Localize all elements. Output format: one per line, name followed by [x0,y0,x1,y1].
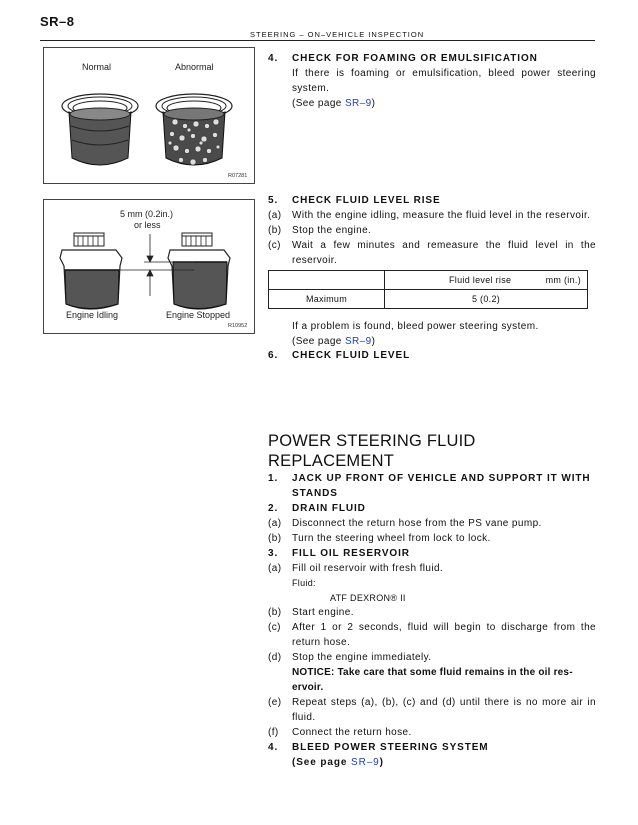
substep-mark: (b) [268,225,282,236]
page-number: SR–8 [40,14,75,29]
substep-mark: (a) [268,563,282,574]
substep-text: Stop the engine immediately. [292,652,432,663]
see-page-reference [292,755,596,770]
substep-mark: (c) [268,240,281,251]
normal-reservoir-icon [62,94,138,165]
spec-table [268,270,588,309]
substep-text: Start engine. [292,607,354,618]
substep-mark: (b) [268,607,282,618]
page-link[interactable]: SR–9 [344,98,372,109]
table-cell [269,271,385,290]
table-column-header: Fluid level rise [449,275,512,285]
figure-label-stopped: Engine Stopped [166,310,231,320]
figure-fluid-level [43,199,255,334]
step-title: CHECK FLUID LEVEL RISE [292,195,441,206]
header-rule [40,40,595,41]
see-page-prefix: (See page [292,757,352,768]
table-value: 5 (0.2) [385,290,588,309]
substep-mark: (f) [268,727,279,738]
step-body: If there is foaming or emulsification, bleed power steering system. [292,68,596,94]
substep-text: Repeat steps (a), (b), (c) and (d) until there is no more air in fluid. [292,697,596,723]
see-page-suffix: ) [371,98,376,109]
figure-code: R10952 [228,323,248,329]
idling-reservoir-icon [60,233,122,309]
substep-text: Fill oil reservoir with fresh fluid. [292,563,444,574]
notice-text: ervoir. [292,682,324,693]
page-link[interactable]: SR–9 [351,757,380,768]
see-page-suffix: ) [371,336,376,347]
substep-text: Wait a few minutes and remeasure the fluid level in the reservoir. [292,240,596,266]
see-page-reference [292,96,596,111]
step-title: DRAIN FLUID [292,503,366,514]
table-row [269,290,588,309]
substep-text: Turn the steering wheel from lock to lock. [292,533,491,544]
see-page-prefix: (See page [292,336,345,347]
substep-mark: (d) [268,652,282,663]
substep-mark: (e) [268,697,282,708]
figure-label-abnormal: Abnormal [175,62,214,72]
substep-mark: (a) [268,518,282,529]
table-unit: mm (in.) [545,275,581,285]
step-number: 4. [268,53,279,64]
step-title: STANDS [292,488,338,499]
figure-code: R07281 [228,173,248,179]
substep-text: Connect the return hose. [292,727,412,738]
dimension-sublabel: or less [134,220,161,230]
substep-mark: (c) [268,622,281,633]
table-row [269,271,588,290]
step-number: 1. [268,473,279,484]
notice-text: NOTICE: Take care that some fluid remains in the oil res- [292,667,573,678]
figure-label-idling: Engine Idling [66,310,119,320]
figure-foaming [43,47,255,184]
step-title: FILL OIL RESERVOIR [292,548,410,559]
step-body: If a problem is found, bleed power steering system. [292,321,539,332]
step-title: BLEED POWER STEERING SYSTEM [292,742,489,753]
fluid-value: ATF DEXRON® II [330,593,406,603]
table-row-label: Maximum [269,290,385,309]
substep-text: With the engine idling, measure the fluid level in the reservoir. [292,210,591,221]
step-number: 4. [268,742,279,753]
figure-label-normal: Normal [82,62,112,72]
step-number: 3. [268,548,279,559]
dimension-label: 5 mm (0.2in.) [120,209,174,219]
substep-mark: (b) [268,533,282,544]
step-title: CHECK FLUID LEVEL [292,350,411,361]
see-page-reference [292,334,596,349]
substep-mark: (a) [268,210,282,221]
running-head: STEERING – ON–VEHICLE INSPECTION [250,30,425,39]
page-link[interactable]: SR–9 [344,336,372,347]
substep-text: Disconnect the return hose from the PS vane pump. [292,518,542,529]
see-page-suffix: ) [379,757,384,768]
step-number: 2. [268,503,279,514]
step-title: CHECK FOR FOAMING OR EMULSIFICATION [292,53,538,64]
reservoir-illustration [44,48,254,183]
step-number: 5. [268,195,279,206]
section-title: REPLACEMENT [268,452,394,470]
step-number: 6. [268,350,279,361]
stopped-reservoir-icon [168,233,230,309]
section-title: POWER STEERING FLUID [268,432,476,450]
abnormal-reservoir-icon [156,94,232,165]
see-page-prefix: (See page [292,98,345,109]
fluid-label: Fluid: [292,578,316,588]
step-title: JACK UP FRONT OF VEHICLE AND SUPPORT IT WITH [292,473,591,484]
substep-text: Stop the engine. [292,225,372,236]
substep-text: After 1 or 2 seconds, fluid will begin to discharge from the return hose. [292,622,596,648]
table-header-cell [385,271,588,290]
